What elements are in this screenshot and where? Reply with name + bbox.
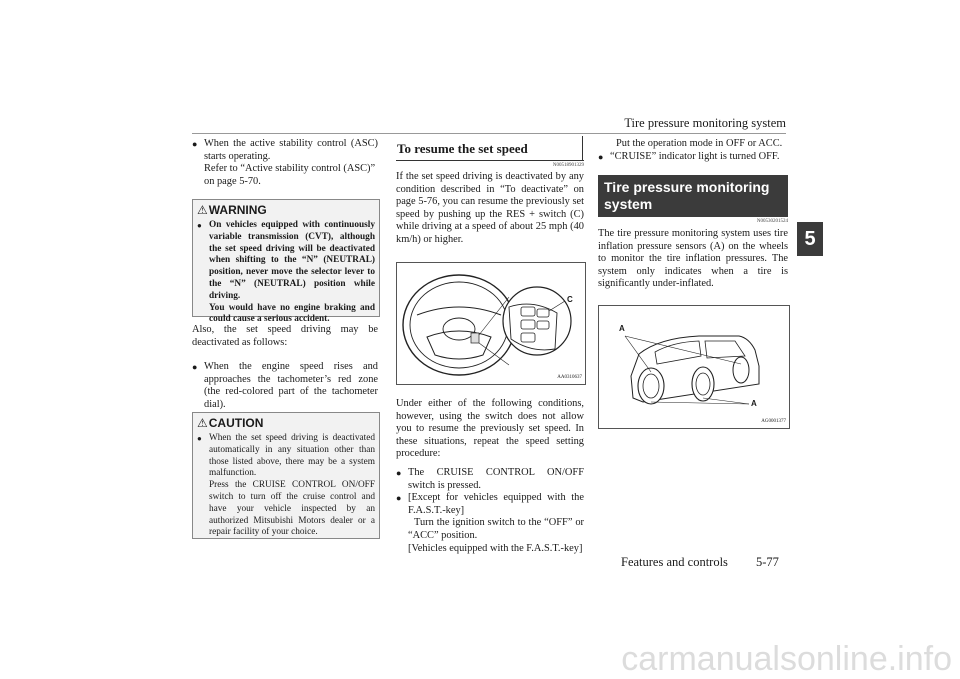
warning-triangle-icon: ⚠ [197, 203, 208, 217]
footer-section: Features and controls [621, 555, 728, 569]
caution-title: ⚠CAUTION [197, 416, 264, 430]
caution-triangle-icon: ⚠ [197, 416, 208, 430]
steering-wheel-figure [396, 262, 586, 385]
header-rule-left [192, 133, 786, 134]
figure-label-a-top: A [619, 324, 625, 333]
tpms-heading: Tire pressure monitoring system [598, 175, 788, 217]
figure-label-a-bottom: A [751, 399, 757, 408]
resume-heading-bar [582, 136, 583, 160]
resume-heading: To resume the set speed [397, 141, 528, 156]
figure-code: AA0310637 [557, 375, 582, 380]
caution-text: ● When the set speed driving is deactivated automatically in any situation other than those listed above, there may be a system malfunction. [197, 433, 375, 480]
operation-mode-text: Put the operation mode in OFF or ACC. [616, 138, 783, 149]
running-header: Tire pressure monitoring system [624, 116, 786, 130]
resume-para: If the set speed driving is deactivated by any condition described in “To deactivate” on page 5-76, you can resume the previously set speed by pushing up the RES + switch (C) while driving at a speed of about 25 mph (40 km/h) or higher. [396, 171, 584, 245]
watermark: carmanualsonline.info [621, 640, 952, 678]
footer-page-number: 5-77 [756, 555, 779, 569]
warning-text: ● On vehicles equipped with continuously variable transmission (CVT), although the set speed driving will be deactivated when shifting to the “N” (NEUTRAL) position, never move the selector lever to the “N” (NEUTRAL) position while driving. [197, 220, 375, 303]
warning-text-2: You would have no engine braking and could cause a serious accident. [209, 302, 375, 325]
bullet-fast-key: ● [Except for vehicles equipped with the F.A.S.T.-key] [396, 492, 584, 517]
warning-box [192, 199, 380, 325]
caution-text-2: Press the CRUISE CONTROL ON/OFF switch to turn off the cruise control and have your vehicle inspected by an authorized Mitsubishi Motors dealer or a repair facility of your choice. [209, 480, 375, 538]
bullet-engine-speed: ● When the engine speed rises and approaches the tachometer’s red zone (the red-colored part of the tachometer dial). [192, 361, 378, 411]
ignition-text: Turn the ignition switch to the “OFF” or “ACC” position. [408, 517, 584, 541]
bullet-asc: ● When the active stability control (ASC) starts operating. [192, 138, 378, 163]
tpms-para: The tire pressure monitoring system uses tire inflation pressure sensors (A) on the wheels to monitor the tire inflation pressures. The system only indicates when a tire is significantly under-inflated. [598, 228, 788, 290]
column-2-lower [396, 398, 584, 555]
warning-title: ⚠WARNING [197, 203, 267, 217]
chapter-tab: 5 [797, 222, 823, 256]
resume-code: N00518901329 [552, 163, 584, 168]
fast-key-text: [Vehicles equipped with the F.A.S.T.-key] [408, 542, 583, 554]
figure-code: AG0001377 [761, 419, 786, 424]
caution-box [192, 412, 380, 539]
steering-wheel-illustration [397, 263, 585, 384]
conditions-para: Under either of the following conditions, however, using the switch does not allow you to resume the previously set speed. In these situations, repeat the speed setting procedure: [396, 398, 584, 460]
bullet-cruise-switch: ● The CRUISE CONTROL ON/OFF switch is pressed. [396, 467, 584, 492]
resume-heading-rule [396, 160, 584, 161]
column-1-lower [192, 324, 378, 412]
vehicle-tire-figure [598, 305, 790, 429]
asc-reference: Refer to “Active stability control (ASC)” on page 5-70. [204, 163, 376, 187]
bullet-cruise-indicator: ● “CRUISE” indicator light is turned OFF. [598, 151, 788, 164]
figure-label-c: C [567, 295, 573, 304]
column-1 [192, 138, 378, 188]
column-3-top [598, 138, 788, 163]
deactivated-para: Also, the set speed driving may be deactivated as follows: [192, 324, 378, 348]
tpms-code: N00530201524 [756, 219, 788, 224]
vehicle-illustration [599, 306, 789, 428]
